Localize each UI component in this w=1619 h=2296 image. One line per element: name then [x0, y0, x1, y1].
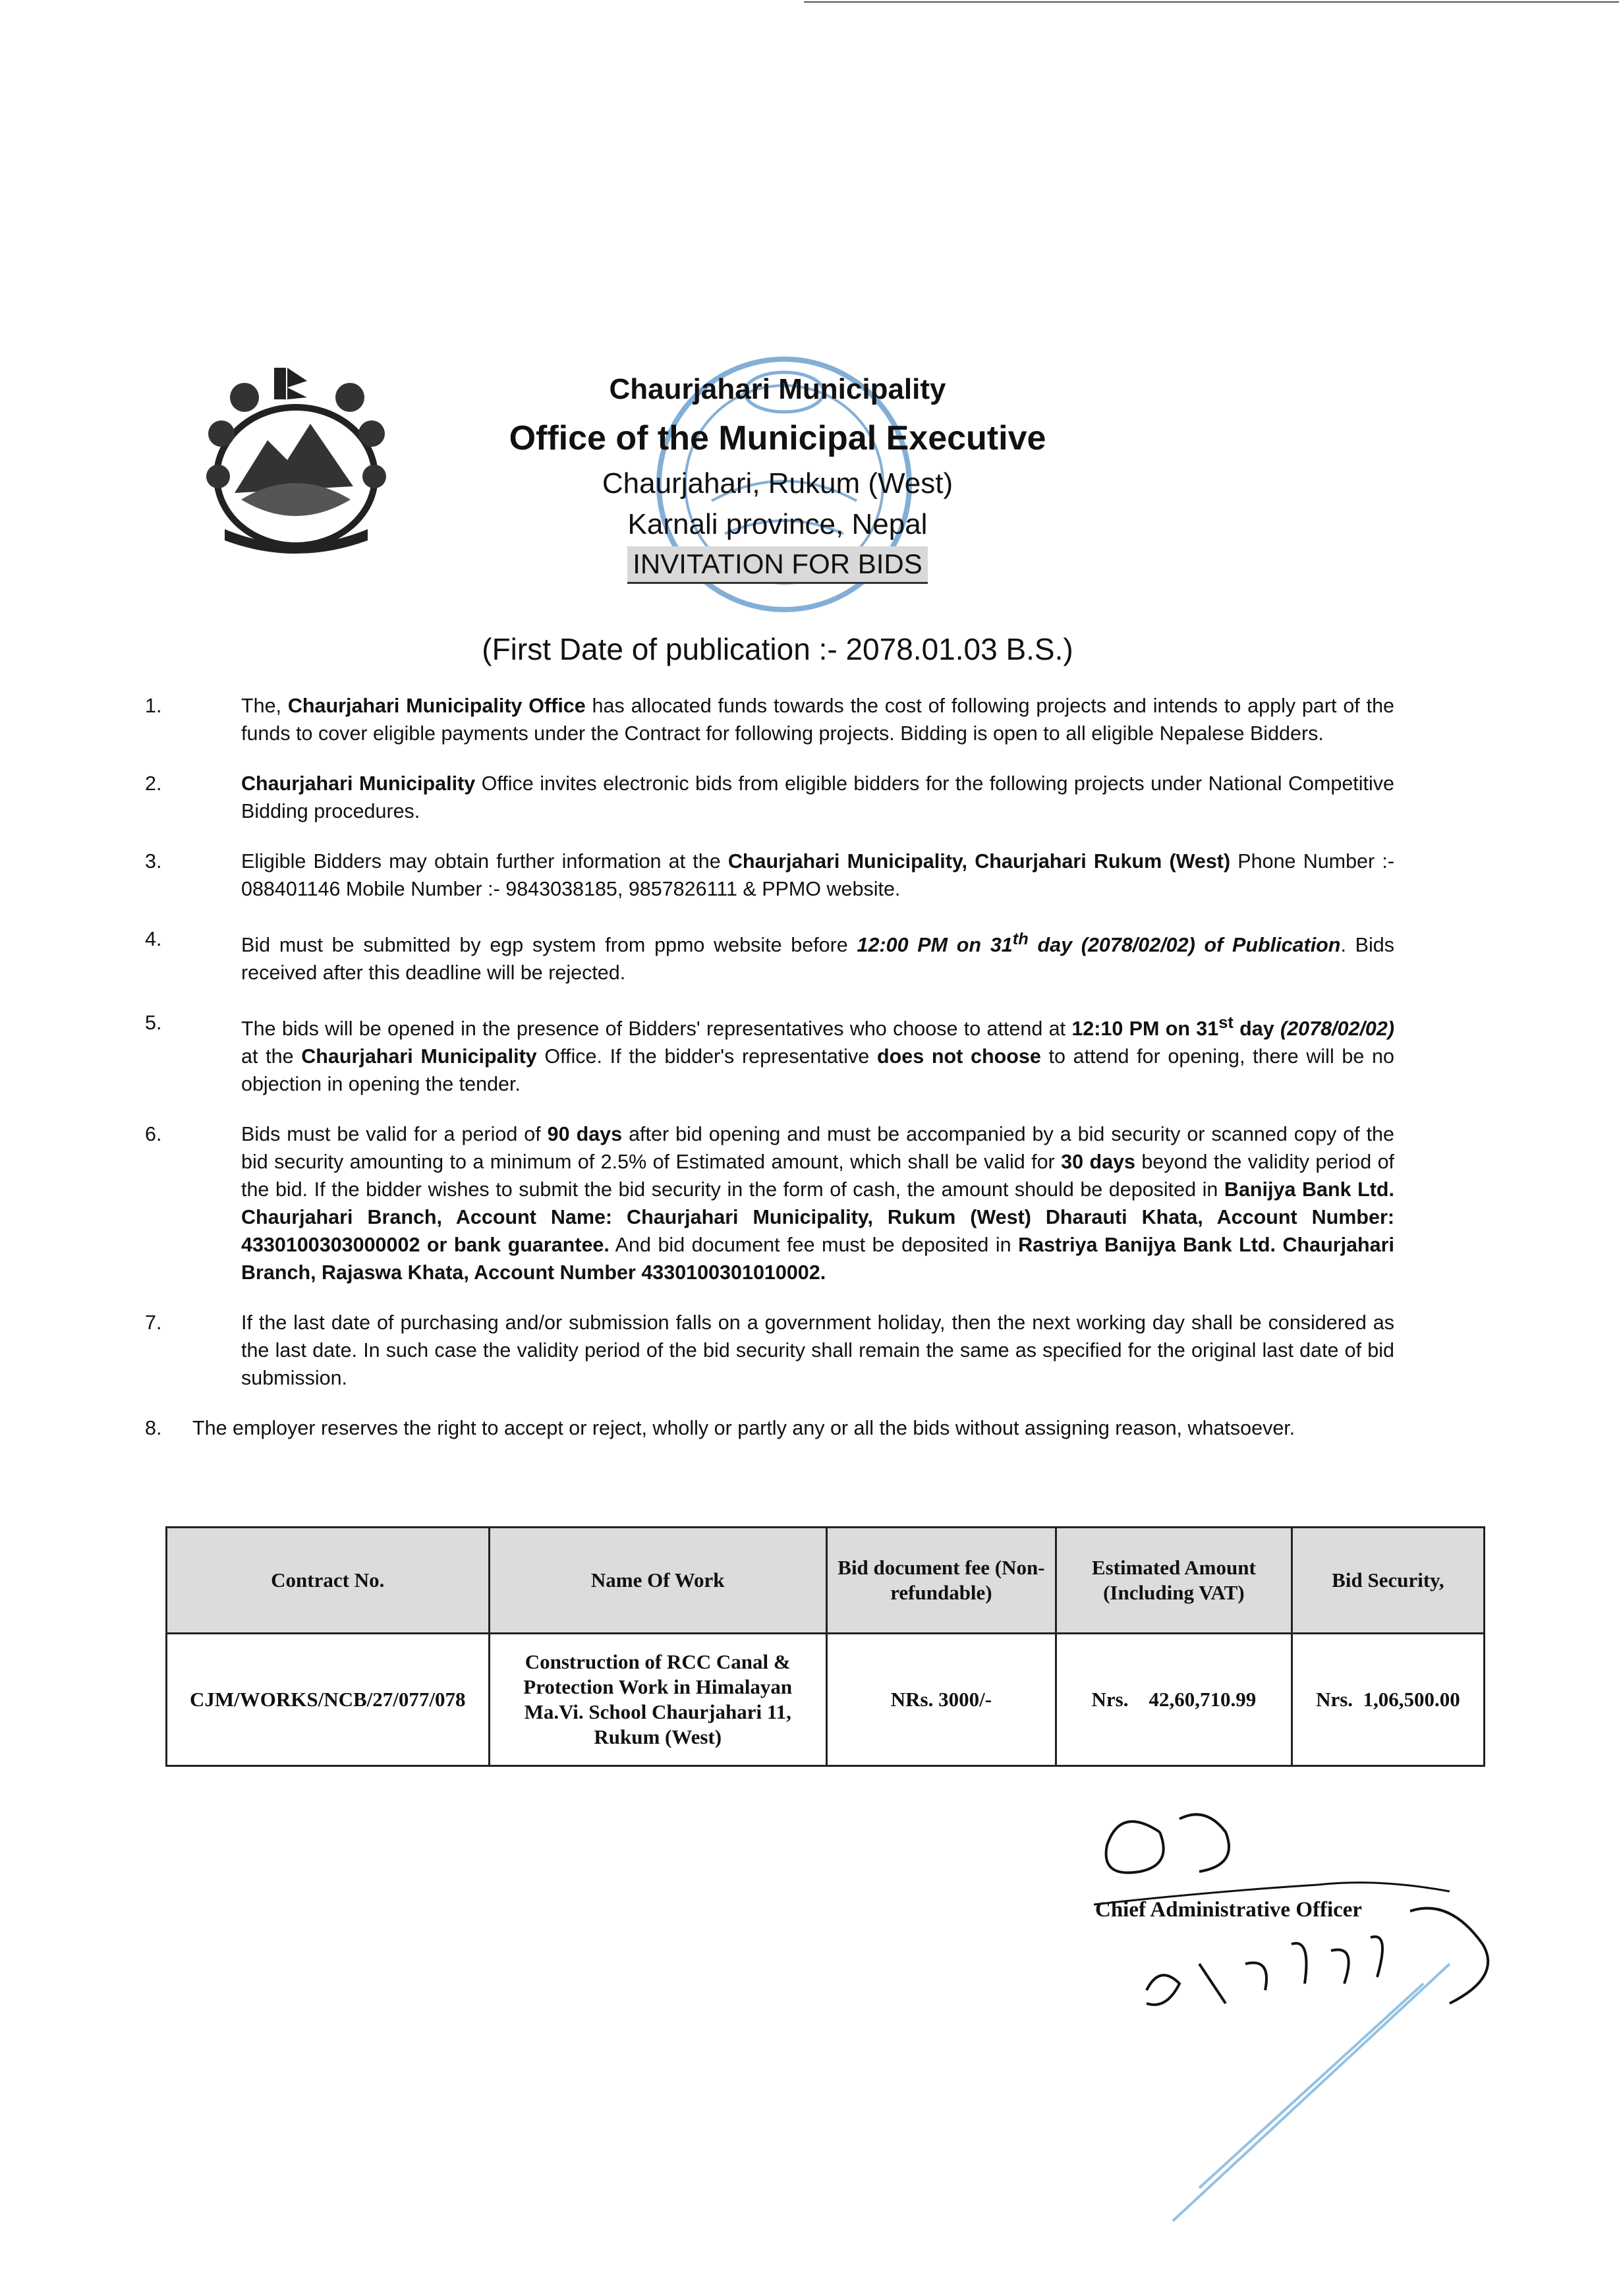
cell-name-of-work: Construction of RCC Canal & Protection Work in Himalayan Ma.Vi. School Chaurjahari 11, Rukum (West) [489, 1634, 826, 1766]
paragraph-6 [142, 1120, 1394, 1286]
cell-estimated-amount: Nrs. 42,60,710.99 [1056, 1634, 1292, 1766]
ordinal-suffix: st [1218, 1014, 1234, 1033]
text-run: The, [241, 695, 288, 717]
text-run: . Bids received after this deadline will be rejected. [241, 934, 1394, 985]
text-run: after bid opening and must be accompanied by a bid security or scanned copy of the bid security amounting to a minimum of 2.5% of Estimated amount, which shall be valid for [241, 1123, 1394, 1174]
paragraph-number: 8. [145, 1417, 162, 1440]
paragraph-number: 5. [145, 1012, 162, 1035]
text-run: The employer reserves the right to accept or reject, wholly or partly any or all the bids without assigning reason, whatsoever. [192, 1417, 1295, 1440]
paragraph-5 [142, 1009, 1394, 1098]
paragraph-1 [142, 692, 1394, 747]
paragraph-3 [142, 847, 1394, 903]
ordinal-suffix: th [1012, 930, 1029, 948]
text-run: to attend for opening, there will be no objection in opening the tender. [241, 1045, 1394, 1096]
text-run: Eligible Bidders may obtain further information at the [241, 850, 728, 873]
text-run: Phone Number :- 088401146 Mobile Number :- 9843038185, 9857826111 & PPMO website. [241, 850, 1394, 900]
cell-bid-security: Nrs. 1,06,500.00 [1292, 1634, 1484, 1766]
header-name-of-work: Name Of Work [489, 1528, 826, 1634]
text-run: Bid must be submitted by egp system from ppmo website before [241, 934, 857, 957]
address-line-2: Karnali province, Nepal [627, 508, 928, 540]
text-run: Office invites electronic bids from eligible bidders for the following projects under National Competitive Bidding procedures. [241, 772, 1394, 822]
document-header [395, 366, 1160, 584]
text-run: at the [241, 1045, 302, 1068]
text-run-bold: 12:10 PM on 31 [1071, 1018, 1219, 1041]
text-run-bold: 90 days [547, 1123, 623, 1146]
text-run: If the last date of purchasing and/or submission falls on a government holiday, then the next working day shall be considered as the last date. In such case the validity period of the bid security shall remain the same as specified for the original last date of bid submission. [241, 1311, 1394, 1390]
text-run-bold-italic: 12:00 PM on 31 [857, 934, 1013, 957]
text-run: Office. If the bidder's representative [536, 1045, 877, 1068]
text-run-bold: Chaurjahari Municipality Office [287, 695, 586, 717]
table-header-row [167, 1528, 1485, 1634]
header-bid-document-fee: Bid document fee (Non- refundable) [826, 1528, 1056, 1634]
text-run-bold: Chaurjahari Municipality [241, 772, 476, 795]
officer-name-stamp-icon [1147, 1911, 1489, 2241]
text-run-bold: Rastriya Banijya Bank Ltd. Chaurjahari Branch, Rajaswa Khata, Account Number 4330100301010002. [241, 1234, 1394, 1284]
text-run: beyond the validity period of the bid. If the bidder wishes to submit the bid security in the form of cash, the amount should be deposited in [241, 1151, 1395, 1201]
signatory-title: Chief Administrative Officer [1095, 1898, 1363, 1922]
paragraph-number: 1. [145, 695, 162, 717]
table-row [167, 1634, 1485, 1766]
bids-table [165, 1526, 1485, 1767]
publication-date: (First Date of publication :- 2078.01.03 B.S.) [482, 632, 1073, 666]
text-run-bold-italic: (2078/02/02) [1280, 1018, 1394, 1041]
paragraph-number: 4. [145, 928, 162, 950]
top-border-line [804, 1, 1619, 3]
paragraph-number: 6. [145, 1123, 162, 1146]
header-bid-security: Bid Security, [1292, 1528, 1484, 1634]
office-name: Office of the Municipal Executive [509, 419, 1046, 457]
text-run-bold: 30 days [1061, 1151, 1136, 1174]
notice-body [142, 692, 1394, 1442]
notice-title: INVITATION FOR BIDS [627, 546, 927, 584]
paragraph-number: 3. [145, 850, 162, 873]
header-estimated-amount: Estimated Amount (Including VAT) [1056, 1528, 1292, 1634]
header-contract-no: Contract No. [167, 1528, 490, 1634]
text-run-bold: Chaurjahari Municipality, Chaurjahari Rukum (West) [727, 850, 1231, 873]
cell-contract-no: CJM/WORKS/NCB/27/077/078 [167, 1634, 490, 1766]
text-run-bold: Chaurjahari Municipality [301, 1045, 537, 1068]
cell-bid-document-fee: NRs. 3000/- [826, 1634, 1056, 1766]
text-run-bold: does not choose [876, 1045, 1041, 1068]
paragraph-8 [142, 1414, 1394, 1442]
paragraph-4 [142, 925, 1394, 987]
paragraph-2 [142, 770, 1394, 825]
text-run: The bids will be opened in the presence of Bidders' representatives who choose to attend at [241, 1018, 1072, 1041]
text-run-bold: day [1233, 1018, 1274, 1041]
text-run-bold: Banijya Bank Ltd. Chaurjahari Branch, Account Name: Chaurjahari Municipality, Rukum (West) Dharauti Khata, Account Number: 4330100303000002 or bank guarantee. [241, 1178, 1394, 1257]
text-run: And bid document fee must be deposited in [609, 1234, 1019, 1257]
address-line-1: Chaurjahari, Rukum (West) [602, 467, 953, 500]
nepal-emblem-icon [195, 361, 397, 559]
paragraph-7 [142, 1309, 1394, 1392]
paragraph-number: 7. [145, 1311, 162, 1335]
text-run-bold-italic: day (2078/02/02) of Publication [1028, 934, 1341, 957]
municipality-name: Chaurjahari Municipality [609, 373, 946, 405]
text-run: Bids must be valid for a period of [241, 1123, 548, 1146]
paragraph-number: 2. [145, 772, 162, 795]
text-run: has allocated funds towards the cost of following projects and intends to apply part of the funds to cover eligible payments under the Contract for following projects. Bidding is open to all eligible Nepalese Bidders. [241, 695, 1394, 745]
